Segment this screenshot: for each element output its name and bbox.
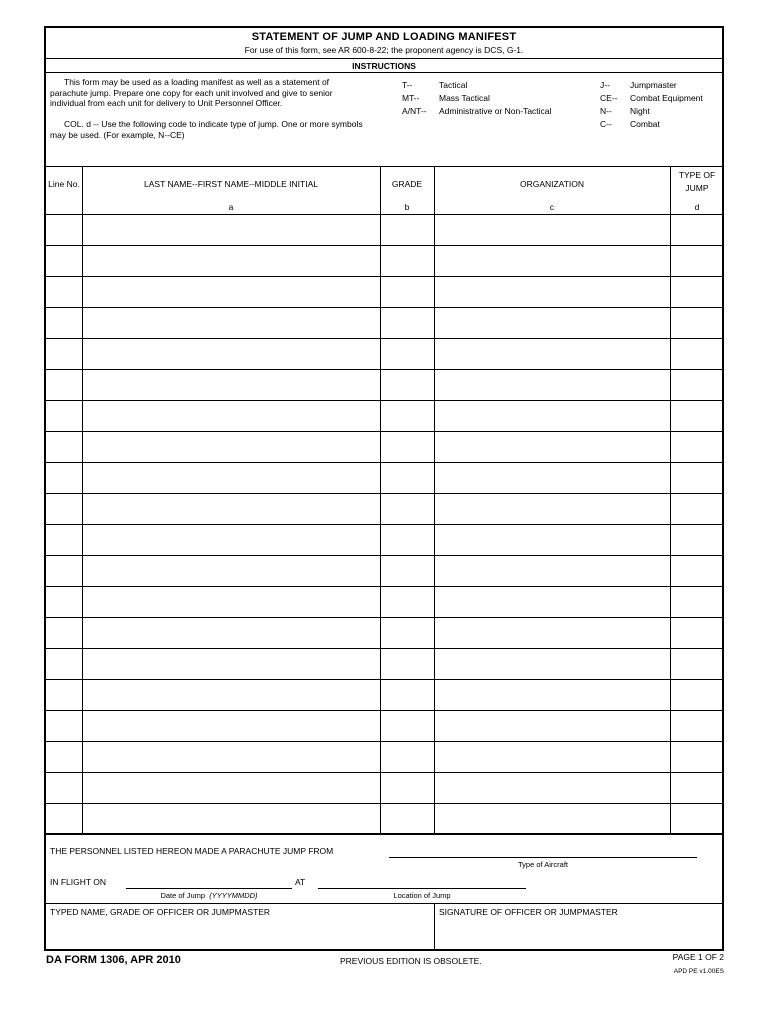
cell-name[interactable] xyxy=(84,743,378,770)
cell-grade[interactable] xyxy=(382,402,432,429)
divider xyxy=(46,166,722,167)
column-header-name: LAST NAME--FIRST NAME--MIDDLE INITIAL xyxy=(144,179,318,189)
code-non-tactical: A/NT-- Administrative or Non-Tactical xyxy=(402,106,552,116)
location-caption: Location of Jump xyxy=(393,891,451,900)
cell-grade[interactable] xyxy=(382,495,432,522)
cell-type-of-jump[interactable] xyxy=(672,278,722,305)
code-mass-tactical: MT-- Mass Tactical xyxy=(402,93,490,103)
cell-line-no[interactable] xyxy=(48,681,80,708)
cell-name[interactable] xyxy=(84,619,378,646)
row-divider xyxy=(46,307,722,308)
cell-grade[interactable] xyxy=(382,247,432,274)
cell-type-of-jump[interactable] xyxy=(672,588,722,615)
cell-name[interactable] xyxy=(84,464,378,491)
date-caption: Date of Jump (YYYYMMDD) xyxy=(160,891,258,900)
cell-line-no[interactable] xyxy=(48,216,80,243)
cell-type-of-jump[interactable] xyxy=(672,340,722,367)
row-divider xyxy=(46,524,722,525)
cell-organization[interactable] xyxy=(436,743,668,770)
cell-organization[interactable] xyxy=(436,805,668,832)
cell-organization[interactable] xyxy=(436,309,668,336)
cell-name[interactable] xyxy=(84,557,378,584)
cell-line-no[interactable] xyxy=(48,774,80,801)
divider xyxy=(46,903,722,904)
cell-name[interactable] xyxy=(84,216,378,243)
cell-organization[interactable] xyxy=(436,340,668,367)
column-divider xyxy=(434,166,435,833)
cell-type-of-jump[interactable] xyxy=(672,247,722,274)
signature-divider xyxy=(434,903,435,951)
table-bottom xyxy=(46,833,722,835)
cell-name[interactable] xyxy=(84,681,378,708)
cell-grade[interactable] xyxy=(382,619,432,646)
cell-line-no[interactable] xyxy=(48,619,80,646)
jump-manifest-form xyxy=(44,26,724,951)
cell-organization[interactable] xyxy=(436,526,668,553)
cell-organization[interactable] xyxy=(436,557,668,584)
cell-organization[interactable] xyxy=(436,464,668,491)
cell-line-no[interactable] xyxy=(48,309,80,336)
cell-line-no[interactable] xyxy=(48,402,80,429)
cell-line-no[interactable] xyxy=(48,712,80,739)
cell-name[interactable] xyxy=(84,712,378,739)
cell-line-no[interactable] xyxy=(48,526,80,553)
cell-name[interactable] xyxy=(84,247,378,274)
cell-type-of-jump[interactable] xyxy=(672,216,722,243)
cell-line-no[interactable] xyxy=(48,588,80,615)
aircraft-field[interactable] xyxy=(389,857,697,858)
cell-line-no[interactable] xyxy=(48,247,80,274)
signature-label: SIGNATURE OF OFFICER OR JUMPMASTER xyxy=(439,907,618,917)
version-label: APD PE v1.00ES xyxy=(673,968,724,975)
cell-type-of-jump[interactable] xyxy=(672,433,722,460)
form-title: STATEMENT OF JUMP AND LOADING MANIFEST xyxy=(251,31,517,43)
row-divider xyxy=(46,369,722,370)
cell-line-no[interactable] xyxy=(48,371,80,398)
cell-name[interactable] xyxy=(84,650,378,677)
cell-organization[interactable] xyxy=(436,247,668,274)
code-tactical: T-- Tactical xyxy=(402,80,468,90)
column-divider xyxy=(380,166,381,833)
cell-name[interactable] xyxy=(84,278,378,305)
cell-type-of-jump[interactable] xyxy=(672,743,722,770)
aircraft-caption: Type of Aircraft xyxy=(517,860,569,869)
row-divider xyxy=(46,431,722,432)
signature-field[interactable] xyxy=(438,920,720,948)
cell-organization[interactable] xyxy=(436,433,668,460)
cell-organization[interactable] xyxy=(436,681,668,708)
cell-type-of-jump[interactable] xyxy=(672,774,722,801)
cell-type-of-jump[interactable] xyxy=(672,309,722,336)
row-divider xyxy=(46,400,722,401)
row-divider xyxy=(46,338,722,339)
cell-name[interactable] xyxy=(84,309,378,336)
row-divider xyxy=(46,493,722,494)
cell-organization[interactable] xyxy=(436,278,668,305)
cell-name[interactable] xyxy=(84,495,378,522)
cell-type-of-jump[interactable] xyxy=(672,464,722,491)
page-number: PAGE 1 OF 2 xyxy=(672,952,724,962)
instructions-paragraph-2: COL. d -- Use the following code to indicate type of jump. One or more symbols may be used. (For example, N--CE) xyxy=(50,119,363,140)
row-divider xyxy=(46,617,722,618)
cell-grade[interactable] xyxy=(382,774,432,801)
typed-name-field[interactable] xyxy=(50,920,430,948)
cell-type-of-jump[interactable] xyxy=(672,712,722,739)
code-combat-equipment: CE-- Combat Equipment xyxy=(600,93,703,103)
at-label: AT xyxy=(295,877,306,887)
cell-grade[interactable] xyxy=(382,681,432,708)
row-divider xyxy=(46,772,722,773)
cell-type-of-jump[interactable] xyxy=(672,402,722,429)
cell-line-no[interactable] xyxy=(48,805,80,832)
cell-name[interactable] xyxy=(84,774,378,801)
row-divider xyxy=(46,276,722,277)
cell-type-of-jump[interactable] xyxy=(672,650,722,677)
cell-organization[interactable] xyxy=(436,495,668,522)
cell-grade[interactable] xyxy=(382,216,432,243)
cell-name[interactable] xyxy=(84,371,378,398)
cell-line-no[interactable] xyxy=(48,743,80,770)
cell-name[interactable] xyxy=(84,526,378,553)
cell-grade[interactable] xyxy=(382,650,432,677)
form-subtitle: For use of this form, see AR 600-8-22; the proponent agency is DCS, G-1. xyxy=(244,45,524,55)
cell-name[interactable] xyxy=(84,433,378,460)
edition-note: PREVIOUS EDITION IS OBSOLETE. xyxy=(340,956,482,966)
column-letter-d: d xyxy=(694,202,700,212)
row-divider xyxy=(46,648,722,649)
cell-type-of-jump[interactable] xyxy=(672,805,722,832)
cell-name[interactable] xyxy=(84,402,378,429)
cell-grade[interactable] xyxy=(382,340,432,367)
cell-organization[interactable] xyxy=(436,402,668,429)
cell-line-no[interactable] xyxy=(48,464,80,491)
row-divider xyxy=(46,555,722,556)
column-header-organization: ORGANIZATION xyxy=(519,179,585,189)
cell-grade[interactable] xyxy=(382,805,432,832)
row-divider xyxy=(46,586,722,587)
cell-grade[interactable] xyxy=(382,743,432,770)
cell-type-of-jump[interactable] xyxy=(672,371,722,398)
cell-type-of-jump[interactable] xyxy=(672,495,722,522)
cell-type-of-jump[interactable] xyxy=(672,681,722,708)
date-of-jump-field[interactable] xyxy=(126,888,292,889)
column-letter-b: b xyxy=(404,202,410,212)
cell-grade[interactable] xyxy=(382,557,432,584)
code-combat: C-- Combat xyxy=(600,119,660,129)
row-divider xyxy=(46,245,722,246)
typed-name-label: TYPED NAME, GRADE OF OFFICER OR JUMPMASTER xyxy=(50,907,271,917)
column-header-type-of-jump: TYPE OF JUMP xyxy=(678,170,716,193)
column-divider xyxy=(670,166,671,833)
cell-organization[interactable] xyxy=(436,619,668,646)
cell-grade[interactable] xyxy=(382,309,432,336)
divider xyxy=(46,58,722,59)
cell-grade[interactable] xyxy=(382,278,432,305)
cell-line-no[interactable] xyxy=(48,650,80,677)
form-identifier: DA FORM 1306, APR 2010 xyxy=(46,954,181,966)
row-divider xyxy=(46,710,722,711)
column-header-line-no: Line No. xyxy=(48,179,80,189)
row-divider xyxy=(46,803,722,804)
divider xyxy=(46,72,722,73)
cell-grade[interactable] xyxy=(382,526,432,553)
cell-organization[interactable] xyxy=(436,371,668,398)
cell-line-no[interactable] xyxy=(48,433,80,460)
cell-type-of-jump[interactable] xyxy=(672,619,722,646)
table-header-bottom xyxy=(46,214,722,215)
row-divider xyxy=(46,679,722,680)
cell-organization[interactable] xyxy=(436,216,668,243)
cell-type-of-jump[interactable] xyxy=(672,526,722,553)
cell-grade[interactable] xyxy=(382,371,432,398)
cell-organization[interactable] xyxy=(436,774,668,801)
column-letter-c: c xyxy=(549,202,555,212)
cell-grade[interactable] xyxy=(382,712,432,739)
cell-organization[interactable] xyxy=(436,712,668,739)
row-divider xyxy=(46,462,722,463)
column-divider xyxy=(82,166,83,833)
cell-name[interactable] xyxy=(84,805,378,832)
cell-organization[interactable] xyxy=(436,588,668,615)
row-divider xyxy=(46,741,722,742)
cell-type-of-jump[interactable] xyxy=(672,557,722,584)
code-night: N-- Night xyxy=(600,106,650,116)
column-letter-a: a xyxy=(228,202,234,212)
instructions-heading: INSTRUCTIONS xyxy=(352,61,416,71)
cell-name[interactable] xyxy=(84,340,378,367)
cell-line-no[interactable] xyxy=(48,340,80,367)
jump-statement: THE PERSONNEL LISTED HEREON MADE A PARACHUTE JUMP FROM xyxy=(50,846,334,856)
in-flight-label: IN FLIGHT ON xyxy=(50,877,107,887)
instructions-paragraph-1: This form may be used as a loading manifest as well as a statement of parachute jump. Prepare one copy for each unit involved and give to senior individual from each unit for delivery to Unit Personnel Officer. xyxy=(50,77,333,108)
cell-grade[interactable] xyxy=(382,588,432,615)
cell-grade[interactable] xyxy=(382,464,432,491)
cell-line-no[interactable] xyxy=(48,278,80,305)
location-field[interactable] xyxy=(318,888,526,889)
cell-organization[interactable] xyxy=(436,650,668,677)
cell-line-no[interactable] xyxy=(48,557,80,584)
cell-line-no[interactable] xyxy=(48,495,80,522)
code-jumpmaster: J-- Jumpmaster xyxy=(600,80,677,90)
cell-name[interactable] xyxy=(84,588,378,615)
column-header-grade: GRADE xyxy=(391,179,423,189)
cell-grade[interactable] xyxy=(382,433,432,460)
